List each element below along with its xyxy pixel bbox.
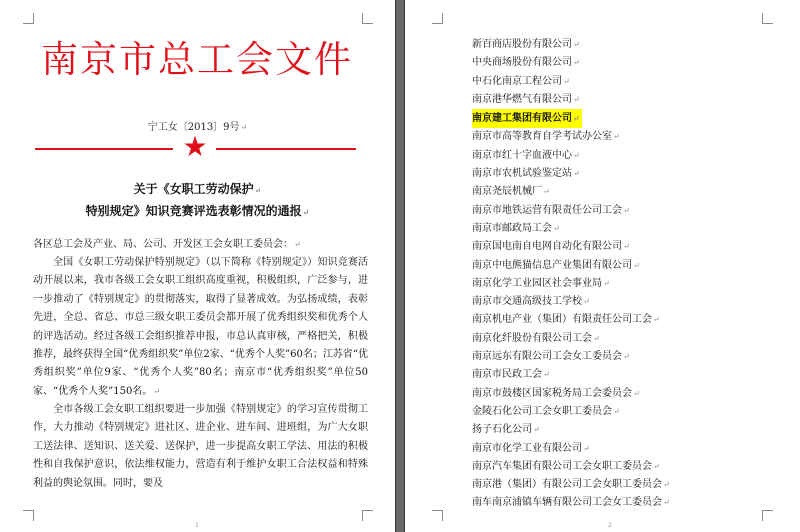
paragraph-mark-icon: ↵ (573, 94, 580, 104)
organization-name: 南京远东有限公司工会女工委员会 (472, 351, 622, 363)
organization-name: 南京化学工业园区社会事业局 (472, 277, 602, 289)
organization-list (472, 36, 670, 513)
organization-name: 南京市交通高级技工学校 (472, 296, 582, 308)
organization-name: 南京市地铁运营有限责任公司工会 (472, 204, 622, 216)
organization-name: 南京中电熊猫信息产业集团有限公司 (472, 259, 632, 271)
paragraph-mark-icon: ↵ (583, 297, 590, 307)
red-star-icon: ★ (182, 130, 208, 163)
crop-mark-top-left (432, 13, 443, 24)
body-paragraph-1 (33, 254, 368, 401)
list-item (472, 36, 670, 54)
organization-name: 南京港华燃气有限公司 (472, 93, 572, 105)
heading-line-1-text: 关于《女职工劳动保护 (133, 182, 254, 196)
paragraph-mark-icon: ↵ (573, 113, 580, 124)
page-number-left: 1 (195, 522, 199, 529)
organization-name: 南京化纤股份有限公司工会 (472, 332, 592, 344)
page-number-right: 2 (608, 522, 612, 529)
crop-mark-bottom-right (362, 510, 373, 521)
list-item (472, 183, 670, 201)
paragraph-mark-icon: ↵ (533, 425, 540, 435)
organization-name: 南京港（集团）有限公司工会女职工委员会 (472, 479, 662, 491)
list-item (472, 385, 670, 403)
paragraph-mark-icon: ↵ (623, 242, 630, 252)
red-rule-right (216, 148, 356, 150)
document-page-left (0, 0, 395, 532)
list-item (472, 165, 670, 183)
paragraph-mark-icon: ↵ (543, 187, 550, 197)
organization-name: 南京市红十字血液中心 (472, 149, 572, 161)
heading-line-2-text: 特别规定》知识竞赛评选表彰情况的通报 (85, 204, 302, 218)
paragraph-mark-icon: ↵ (623, 352, 630, 362)
organization-name: 南京市高等教育自学考试办公室 (472, 131, 612, 143)
list-item (472, 257, 670, 275)
organization-name: 南京机电产业（集团）有限责任公司工会 (472, 314, 652, 326)
organization-name: 南京市农机试验鉴定站 (472, 168, 572, 180)
heading-line-1 (0, 180, 395, 197)
paragraph-mark-icon: ↵ (302, 207, 310, 217)
red-rule-left (35, 148, 173, 150)
crop-mark-top-left (23, 13, 34, 24)
paragraph-mark-icon: ↵ (553, 223, 560, 233)
list-item (472, 440, 670, 458)
paragraph-mark-icon: ↵ (593, 333, 600, 343)
paragraph-mark-icon: ↵ (633, 388, 640, 398)
salutation-text: 各区总工会及产业、局、公司、开发区工会女职工委员会： (33, 239, 293, 250)
paragraph-mark-icon: ↵ (153, 386, 161, 396)
organization-name: 南京尧辰机械厂 (472, 186, 542, 198)
crop-mark-bottom-right (762, 510, 773, 521)
paragraph-mark-icon: ↵ (543, 370, 550, 380)
organization-name: 南京市民政工会 (472, 369, 542, 381)
body-paragraph-2 (33, 401, 368, 493)
paragraph-mark-icon: ↵ (623, 205, 630, 215)
paragraph-mark-icon: ↵ (254, 185, 262, 195)
list-item (472, 403, 670, 421)
paragraph-mark-icon: ↵ (240, 123, 248, 132)
paragraph-mark-icon: ↵ (663, 498, 670, 508)
list-item (472, 91, 670, 109)
paragraph-mark-icon: ↵ (613, 406, 620, 416)
organization-name: 南京国电南自电网自动化有限公司 (472, 241, 622, 253)
paragraph-mark-icon: ↵ (613, 132, 620, 142)
crop-mark-top-right (362, 13, 373, 24)
list-item (472, 54, 670, 72)
body-paragraph-1-text: 全国《女职工劳动保护特别规定》（以下简称《特别规定》）知识竞赛活动开展以来，我市各级工会女职工组织高度重视，积极组织，广泛参与，进一步推动了《特别规定》的贯彻落实，取得了显著成效。为弘扬成绩，表彰先进，全总、省总、市总三级女职工委员会都开展了优秀组织奖和优秀个人的评选活动。经过各级工会组织推荐申报，市总认真审核，严格把关，积极推荐，最终获得全国“优秀组织奖”单位2家、“优秀个人奖”60名；江苏省“优秀组织奖”单位9家、“优秀个人奖”80名；南京市“优秀组织奖”单位50家、“优秀个人奖”150名。 (33, 257, 368, 397)
organization-name: 南京建工集团有限公司 (472, 113, 572, 125)
document-title: 南京市总工会文件 (41, 38, 353, 81)
list-item (472, 73, 670, 91)
list-item (472, 348, 670, 366)
paragraph-mark-icon: ↵ (573, 169, 580, 179)
list-item (472, 128, 670, 146)
paragraph-mark-icon: ↵ (573, 40, 580, 49)
organization-name: 中石化南京工程公司 (472, 75, 562, 87)
crop-mark-top-right (762, 13, 773, 24)
paragraph-mark-icon: ↵ (653, 461, 660, 471)
list-item (472, 476, 670, 494)
organization-name: 南京市邮政局工会 (472, 222, 552, 234)
organization-name: 金陵石化公司工会女职工委员会 (472, 405, 612, 417)
list-item (472, 293, 670, 311)
list-item (472, 330, 670, 348)
list-item (472, 366, 670, 384)
organization-name: 新百商店股份有限公司 (472, 39, 572, 50)
organization-name: 扬子石化公司 (472, 424, 532, 436)
paragraph-mark-icon: ↵ (603, 278, 610, 288)
list-item (472, 275, 670, 293)
paragraph-mark-icon: ↵ (294, 240, 301, 249)
organization-name: 南京汽车集团有限公司工会女职工委员会 (472, 460, 652, 472)
list-item (472, 202, 670, 220)
organization-name: 南车南京浦镇车辆有限公司工会女工委员会 (472, 497, 662, 509)
paragraph-mark-icon: ↵ (573, 58, 580, 68)
paragraph-mark-icon: ↵ (573, 150, 580, 160)
document-number-text: 宁工女〔2013〕9号 (147, 122, 240, 133)
list-item (472, 238, 670, 256)
heading-line-2 (0, 202, 395, 219)
paragraph-mark-icon: ↵ (653, 315, 660, 325)
crop-mark-bottom-left (432, 510, 443, 521)
paragraph-mark-icon: ↵ (633, 260, 640, 270)
page-gutter (395, 0, 405, 532)
organization-name: 南京市鼓楼区国家税务局工会委员会 (472, 387, 632, 399)
list-item (472, 220, 670, 238)
list-item (472, 311, 670, 329)
list-item (472, 147, 670, 165)
list-item (472, 421, 670, 439)
body-paragraph-2-text: 全市各级工会女职工组织要进一步加强《特别规定》的学习宣传贯彻工作，大力推动《特别规定》进社区、进企业、进车间、进班组，为广大女职工送法律、送知识、送关爱、送保护，进一步提高女职工学法、用法的积极性和自我保护意识，依法维权能力，营造有利于维护女职工合法权益和特殊利益的舆论氛围。同时，要及 (33, 404, 368, 489)
paragraph-mark-icon: ↵ (583, 443, 590, 453)
list-item (472, 494, 670, 512)
salutation (33, 236, 368, 254)
organization-name: 南京市化学工业有限公司 (472, 442, 582, 454)
list-item-highlighted (472, 109, 582, 128)
list-item (472, 458, 670, 476)
paragraph-mark-icon: ↵ (563, 76, 570, 86)
organization-name: 中央商场股份有限公司 (472, 57, 572, 69)
crop-mark-bottom-left (23, 510, 34, 521)
paragraph-mark-icon: ↵ (663, 480, 670, 490)
